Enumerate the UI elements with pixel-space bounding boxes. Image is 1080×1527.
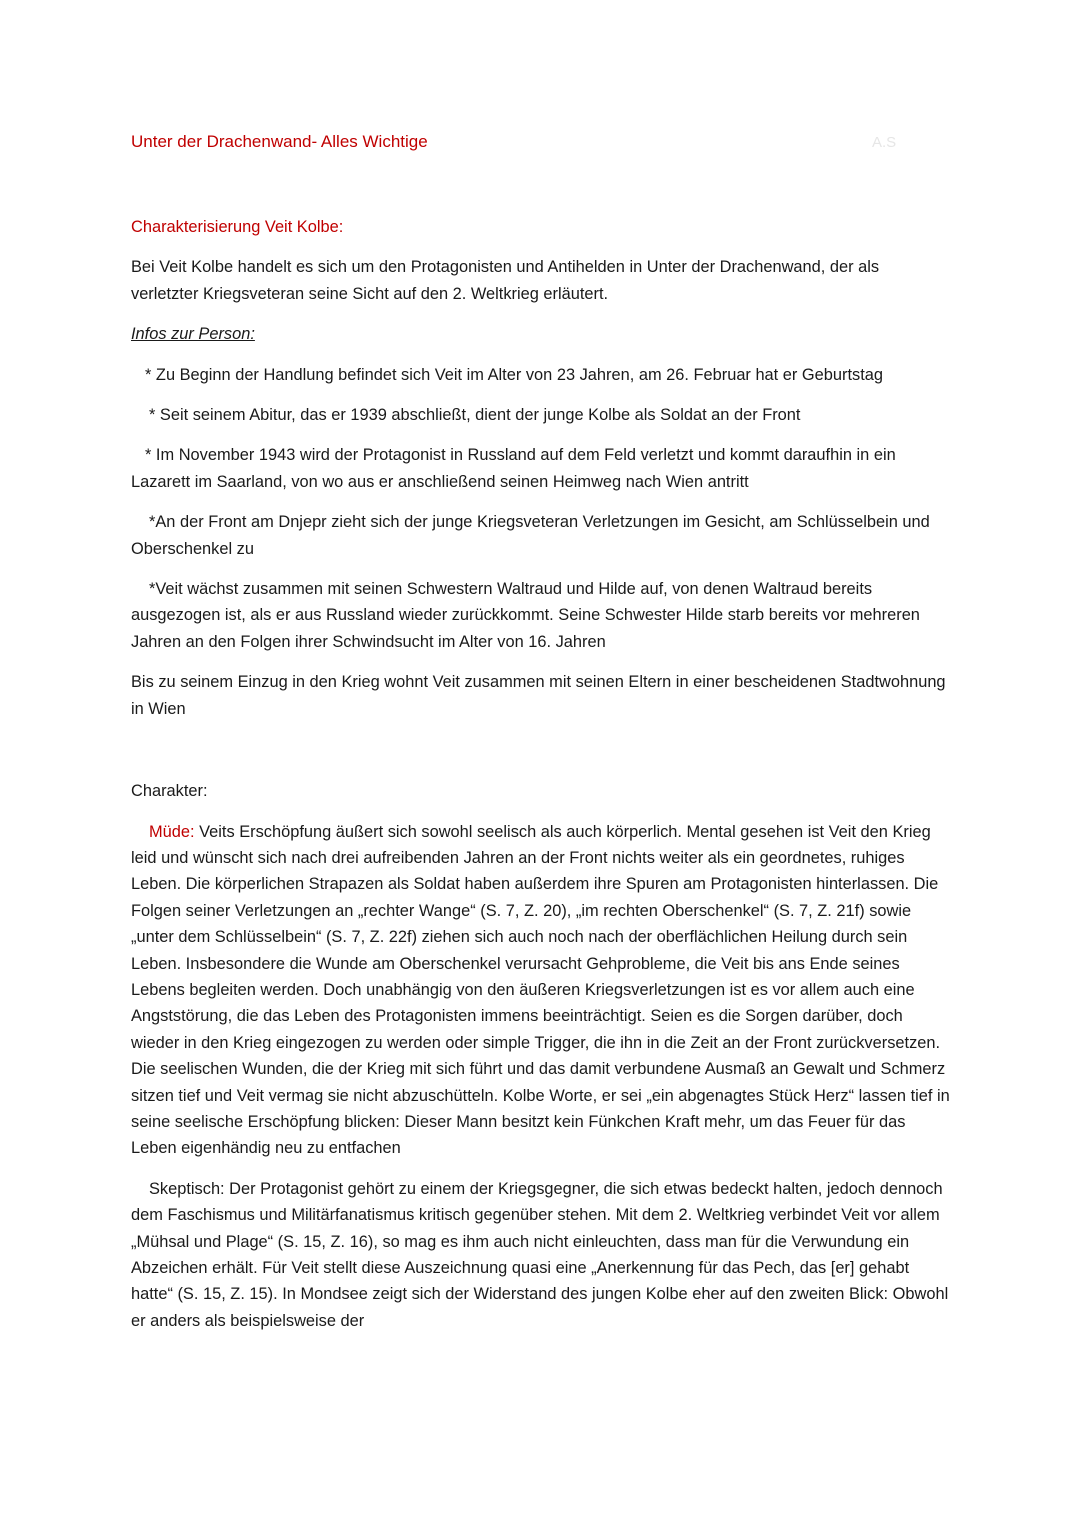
residence-paragraph: Bis zu seinem Einzug in den Krieg wohnt Veit zusammen mit seinen Eltern in einer bescheidenen Stadtwohnung in Wien bbox=[131, 673, 946, 718]
infos-label: Infos zur Person: bbox=[131, 325, 255, 344]
intro-paragraph: Bei Veit Kolbe handelt es sich um den Protagonisten und Antihelden in Unter der Drachenwand, der als verletzter Kriegsveteran seine Sicht auf den 2. Weltkrieg erläutert. bbox=[131, 258, 880, 303]
trait-label-muede: Müde: bbox=[149, 822, 195, 841]
bullet-item-wounds: *An der Front am Dnjepr zieht sich der junge Kriegsveteran Verletzungen im Gesicht, am Schlüsselbein und Oberschenkel zu bbox=[131, 513, 930, 558]
bullet-item-abitur: * Seit seinem Abitur, das er 1939 abschließt, dient der junge Kolbe als Soldat an der Front bbox=[149, 406, 801, 425]
charakter-heading: Charakter: bbox=[131, 782, 208, 801]
trait-paragraph-muede bbox=[131, 819, 951, 1162]
trait-text-muede: Veits Erschöpfung äußert sich sowohl seelisch als auch körperlich. Mental gesehen ist Veit den Krieg leid und wünscht sich nach drei aufreibenden Jahren an der Front nichts weiter als ein geordnetes, ruhiges Leben. Die körperlichen Strapazen als Soldat haben außerdem ihre Spuren am Protagonisten hinterlassen. Die Folgen seiner Verletzungen an „rechter Wange“ (S. 7, Z. 20), „im rechten Oberschenkel“ (S. 7, Z. 21f) sowie „unter dem Schlüsselbein“ (S. 7, Z. 22f) ziehen sich auch noch nach der oberflächlichen Heilung durch sein Leben. Insbesondere die Wunde am Oberschenkel verursacht Gehprobleme, die Veit bis ans Ende seines Lebens begleiten werden. Doch unabhängig von den äußeren Kriegsverletzungen ist es vor allem auch eine Angststörung, die das Leben des Protagonisten immens beeinträchtigt. Seien es die Sorgen darüber, doch wieder in den Krieg eingezogen zu werden oder simple Trigger, die ihn in die Zeit an der Front zurückversetzen. Die seelischen Wunden, die der Krieg mit sich führt und das damit verbundene Ausmaß an Gewalt und Schmerz sitzen tief und Veit vermag sie nicht abzuschütteln. Kolbe Worte, er sei „ein abgenagtes Stück Herz“ lassen tief in seine seelische Erschöpfung blicken: Dieser Mann besitzt kein Fünkchen Kraft mehr, um das Feuer für das Leben eigenhändig neu zu entfachen bbox=[131, 822, 950, 1158]
bullet-item-injury: * Im November 1943 wird der Protagonist in Russland auf dem Feld verletzt und kommt daraufhin in ein Lazarett im Saarland, von wo aus er anschließend seinen Heimweg nach Wien antritt bbox=[131, 446, 896, 491]
document-body bbox=[131, 214, 951, 1348]
author-initials: A.S bbox=[872, 134, 897, 151]
trait-text-skeptisch: Der Protagonist gehört zu einem der Kriegsgegner, die sich etwas bedeckt halten, jedoch dennoch dem Faschismus und Militärfanatismus kritisch gegenüber stehen. Mit dem 2. Weltkrieg verbindet Veit vor allem „Mühsal und Plage“ (S. 15, Z. 16), so mag es ihm auch nicht einleuchten, dass man für die Verwundung ein Abzeichen erhält. Für Veit stellt diese Auszeichnung quasi eine „Anerkennung für das Pech, das [er] gehabt hatte“ (S. 15, Z. 15). In Mondsee zeigt sich der Widerstand des jungen Kolbe eher auf den zweiten Blick: Obwohl er anders als beispielsweise der bbox=[131, 1179, 949, 1330]
section-heading: Charakterisierung Veit Kolbe: bbox=[131, 218, 344, 236]
bullet-item-age: * Zu Beginn der Handlung befindet sich Veit im Alter von 23 Jahren, am 26. Februar hat er Geburtstag bbox=[145, 365, 884, 384]
bullet-item-sisters: *Veit wächst zusammen mit seinen Schwestern Waltraud und Hilde auf, von denen Waltraud bereits ausgezogen ist, als er aus Russland wieder zurückkommt. Seine Schwester Hilde starb bereits vor mehreren Jahren an den Folgen ihrer Schwindsucht im Alter von 16. Jahren bbox=[131, 580, 920, 651]
trait-paragraph-skeptisch bbox=[131, 1176, 951, 1334]
document-title: Unter der Drachenwand- Alles Wichtige bbox=[131, 132, 428, 151]
trait-label-skeptisch: Skeptisch: bbox=[149, 1179, 225, 1198]
